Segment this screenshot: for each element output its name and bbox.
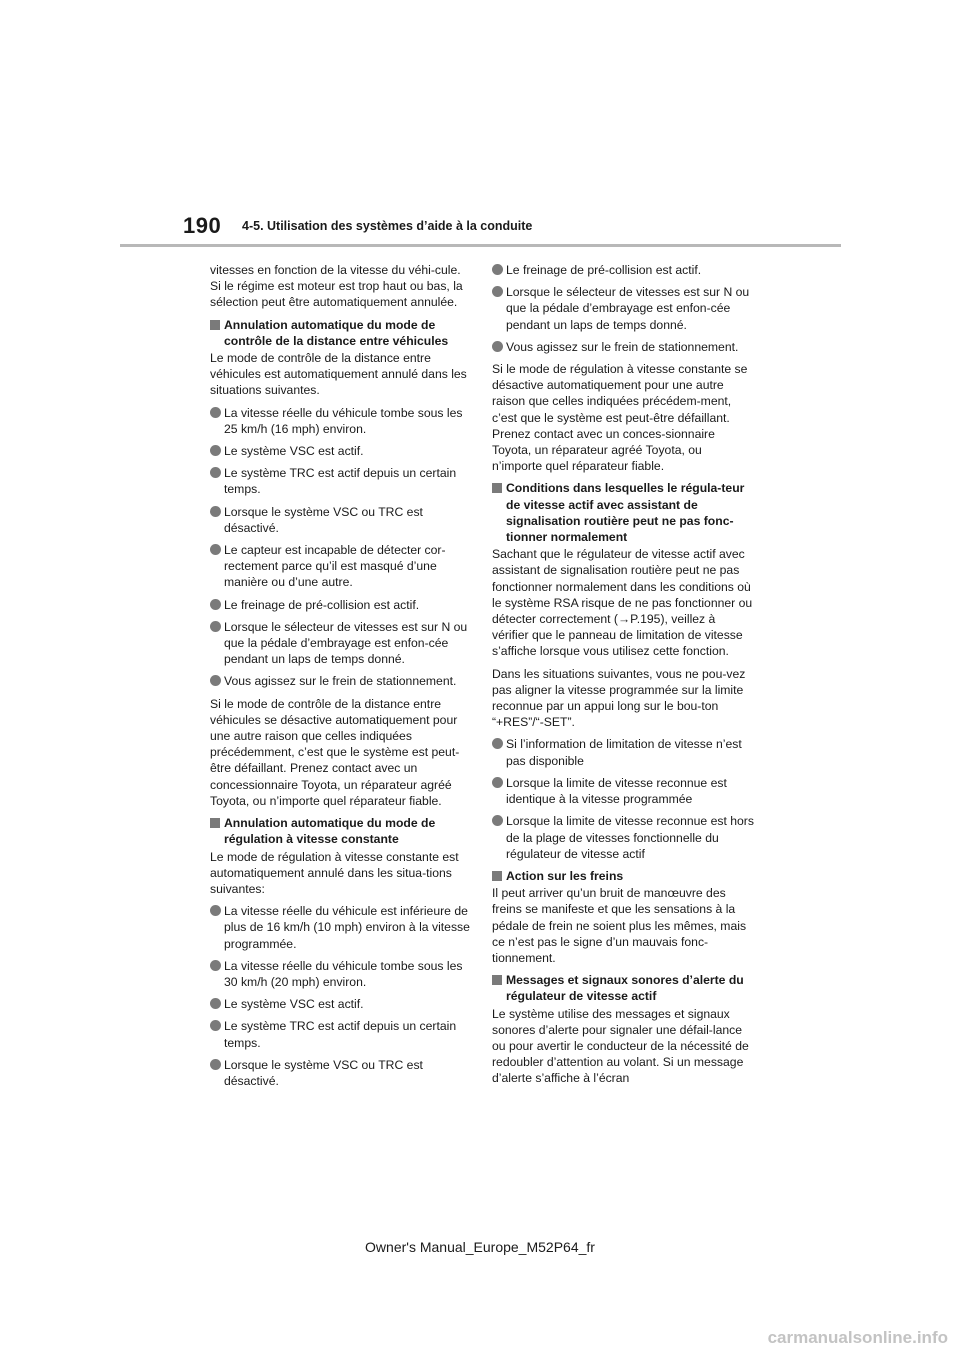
paragraph: Il peut arriver qu’un bruit de manœuvre des freins se manifeste et que les sensations à la pédale de frein ne soient plus les mêmes, mais ce n’est pas le signe d’un mauvais fonc-tionnement. <box>492 886 747 965</box>
list-item: Vous agissez sur le frein de stationnement. <box>210 673 472 689</box>
list-item: Le système TRC est actif depuis un certain temps. <box>210 1018 472 1050</box>
section-title: 4-5. Utilisation des systèmes d’aide à la conduite <box>242 219 533 233</box>
section-heading: Annulation automatique du mode de contrôle de la distance entre véhicules <box>210 317 472 349</box>
list-item: Le système VSC est actif. <box>210 996 472 1012</box>
round-bullet-icon <box>492 341 503 352</box>
round-bullet-icon <box>210 998 221 1009</box>
list-item: Le système TRC est actif depuis un certain temps. <box>210 465 472 497</box>
list-item: Lorsque la limite de vitesse reconnue est hors de la plage de vitesses fonctionnelle du régulateur de vitesse actif <box>492 813 754 862</box>
section-heading: Messages et signaux sonores d’alerte du régulateur de vitesse actif <box>492 972 754 1004</box>
list-item: Le freinage de pré-collision est actif. <box>492 262 754 278</box>
paragraph: Sachant que le régulateur de vitesse actif avec assistant de signalisation routière peut ne pas fonctionner normalement dans les conditions où le système RSA risque de ne pas fonctionner ou détecter correctement (→P.195), veillez à vérifier que le panneau de limitation de vitesse s’affiche lorsque vous utilisez cette fonction. <box>492 547 753 659</box>
list-item: Si l’information de limitation de vitesse n’est pas disponible <box>492 736 754 768</box>
watermark: carmanualsonline.info <box>767 1328 948 1347</box>
square-bullet-icon <box>492 975 502 985</box>
square-bullet-icon <box>492 483 502 493</box>
paragraph: Dans les situations suivantes, vous ne pou-vez pas aligner la vitesse programmée sur la limite reconnue par un appui long sur le bou-ton “+RES”/“-SET”. <box>492 666 746 730</box>
footer-document-name: Owner's Manual_Europe_M52P64_fr <box>365 1239 595 1255</box>
list-item: La vitesse réelle du véhicule tombe sous les 30 km/h (20 mph) environ. <box>210 958 472 990</box>
round-bullet-icon <box>210 675 221 686</box>
list-item: Vous agissez sur le frein de stationnement. <box>492 339 754 355</box>
square-bullet-icon <box>210 320 220 330</box>
list-item: Lorsque le sélecteur de vitesses est sur N ou que la pédale d’embrayage est enfon-cée pendant un laps de temps donné. <box>210 619 472 668</box>
list-item: La vitesse réelle du véhicule est inférieure de plus de 16 km/h (10 mph) environ à la vitesse programmée. <box>210 903 472 952</box>
page-number: 190 <box>183 213 222 238</box>
round-bullet-icon <box>492 738 503 749</box>
left-column <box>210 262 472 1095</box>
list-item: Lorsque le système VSC ou TRC est désactivé. <box>210 1057 472 1089</box>
round-bullet-icon <box>210 960 221 971</box>
round-bullet-icon <box>210 599 221 610</box>
list-item: Le capteur est incapable de détecter cor-rectement parce qu’il est masqué d’une manière ou d’une autre. <box>210 542 472 591</box>
section-heading: Conditions dans lesquelles le régula-teur de vitesse actif avec assistant de signalisation routière peut ne pas fonc-tionner normalement <box>492 480 754 545</box>
list-item: Le système VSC est actif. <box>210 443 472 459</box>
round-bullet-icon <box>492 777 503 788</box>
list-item: La vitesse réelle du véhicule tombe sous les 25 km/h (16 mph) environ. <box>210 405 472 437</box>
paragraph: Si le mode de régulation à vitesse constante se désactive automatiquement pour une autre raison que celles indiquées précédem-ment, c’est que le système est peut-être défaillant. Prenez contact avec un conces-sionnaire Toyota, un réparateur agréé Toyota, ou n’importe quel réparateur fiable. <box>492 362 748 474</box>
square-bullet-icon <box>492 871 502 881</box>
section-heading: Annulation automatique du mode de régulation à vitesse constante <box>210 815 472 847</box>
list-item: Lorsque la limite de vitesse reconnue est identique à la vitesse programmée <box>492 775 754 807</box>
round-bullet-icon <box>492 286 503 297</box>
list-item: Lorsque le système VSC ou TRC est désactivé. <box>210 504 472 536</box>
intro-paragraph: vitesses en fonction de la vitesse du véhi-cule. Si le régime est moteur est trop haut ou bas, la sélection peut être automatiquement annulée. <box>210 263 463 310</box>
round-bullet-icon <box>210 445 221 456</box>
round-bullet-icon <box>210 1020 221 1031</box>
round-bullet-icon <box>210 905 221 916</box>
paragraph: Le mode de contrôle de la distance entre véhicules est automatiquement annulé dans les situations suivantes. <box>210 351 467 398</box>
list-item: Le freinage de pré-collision est actif. <box>210 597 472 613</box>
round-bullet-icon <box>210 506 221 517</box>
paragraph: Si le mode de contrôle de la distance entre véhicules se désactive automatiquement pour une autre raison que celles indiquées précédemment, c’est que le système est peut-être défaillant. Prenez contact avec un concessionnaire Toyota, un réparateur agréé Toyota, ou n’importe quel réparateur fiable. <box>210 696 460 808</box>
round-bullet-icon <box>210 621 221 632</box>
square-bullet-icon <box>210 818 220 828</box>
round-bullet-icon <box>492 264 503 275</box>
section-heading: Action sur les freins <box>492 868 754 884</box>
list-item: Lorsque le sélecteur de vitesses est sur N ou que la pédale d’embrayage est enfon-cée pendant un laps de temps donné. <box>492 284 754 333</box>
right-column <box>492 262 754 1093</box>
paragraph: Le système utilise des messages et signaux sonores d’alerte pour signaler une défail-lance ou pour avertir le conducteur de la nécessité de redoubler d’attention au volant. Si un message d’alerte s’affiche à l’écran <box>492 1006 749 1086</box>
header-divider <box>120 244 841 247</box>
paragraph: Le mode de régulation à vitesse constante est automatiquement annulé dans les situa-tions suivantes: <box>210 849 459 896</box>
round-bullet-icon <box>210 407 221 418</box>
round-bullet-icon <box>492 815 503 826</box>
round-bullet-icon <box>210 1059 221 1070</box>
round-bullet-icon <box>210 544 221 555</box>
round-bullet-icon <box>210 467 221 478</box>
